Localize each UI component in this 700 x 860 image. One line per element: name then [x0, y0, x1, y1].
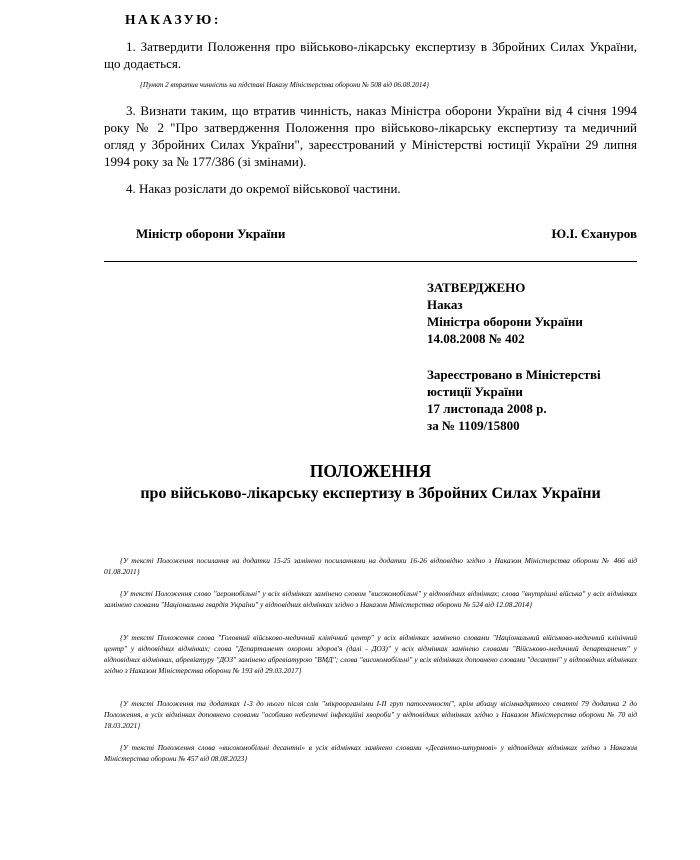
order-heading: НАКАЗУЮ:: [125, 12, 221, 27]
registration-date: 17 листопада 2008 р.: [427, 401, 547, 416]
registration-authority: юстиції України: [427, 384, 523, 399]
document-title: ПОЛОЖЕННЯ: [309, 461, 432, 481]
registration-number: за № 1109/15800: [427, 418, 520, 433]
registration-label: Зареєстровано в Міністерстві: [427, 367, 601, 382]
document-title-block: [104, 460, 637, 503]
section-divider: [104, 261, 637, 262]
document-subtitle: про військово-лікарську експертизу в Збройних Силах України: [140, 485, 601, 502]
edit-note-3: {У тексті Положення слова "Головний військово-медичний клінічний центр" у всіх відмінках замінено словами "Національний військово-медичний клінічний центр" у відповідних відмінках; слова "Департамент охорони здоров'я (далі - ДОЗ)" у всіх відмінках замінено словами "Військово-медичний департамент" у відповідних відмінках, абревіатуру "ДОЗ" замінено абревіатурою "ВМД"; слова "високомобільні" у всіх відмінках доповнено словами "десантні" у відповідних відмінках згідно з Наказом Міністерства оборони № 193 від 29.03.2017}: [104, 633, 637, 675]
approved-order-label: Наказ: [427, 297, 463, 312]
item-2-repeal-note: {Пункт 2 втратив чинність на підставі Наказу Міністерства оборони № 508 від 06.08.2014}: [140, 81, 429, 89]
order-item-1: 1. Затвердити Положення про військово-лікарську експертизу в Збройних Силах України, що додається.: [104, 39, 637, 71]
edit-note-2: {У тексті Положення слово "аеромобільні" у всіх відмінках замінено словом "високомобільні" у відповідних відмінках; слова "внутрішні війська" у всіх відмінках замінено словами "Національна гвардія України" у відповідних відмінках згідно з Наказом Міністерства оборони № 524 від 12.08.2014}: [104, 589, 637, 609]
edit-note-1: {У тексті Положення посилання на додатки 15-25 замінено посиланнями на додатки 16-26 відповідно згідно з Наказом Міністерства оборони № 466 від 01.08.2011}: [104, 556, 637, 576]
edit-note-4: {У тексті Положення та додатках 1-3 до нього після слів "мікроорганізми I-II груп патогенності", крім абзацу вісімнадцятого статті 79 додатка 2 до Положення, в усіх відмінках доповнено словами "особливо небезпечні інфекційні хвороби" у відповідних відмінках згідно з Наказом Міністерства оборони № 70 від 18.03.2021}: [104, 699, 637, 730]
approval-stamp-block: [427, 279, 601, 434]
order-item-3: 3. Визнати таким, що втратив чинність, наказ Міністра оборони України від 4 січня 1994 року № 2 "Про затвердження Положення про військово-лікарську експертизу та медичний огляд у Збройних Силах України", зареєстрований у Міністерстві юстиції України 29 липня 1994 року за № 177/386 (зі змінами).: [104, 103, 637, 169]
signatory-name: Ю.І. Єхануров: [551, 226, 637, 241]
signatory-position: Міністр оборони України: [136, 226, 286, 241]
order-item-4: 4. Наказ розіслати до окремої військової частини.: [126, 181, 401, 196]
edit-note-5: {У тексті Положення слова «високомобільні десантні» в усіх відмінках замінено словами «Десантно-штурмові» у відповідних відмінках згідно з Наказом Міністерства оборони № 457 від 08.08.2023}: [104, 743, 637, 763]
approved-authority: Міністра оборони України: [427, 314, 583, 329]
approved-date-number: 14.08.2008 № 402: [427, 331, 525, 346]
approved-label: ЗАТВЕРДЖЕНО: [427, 280, 526, 295]
